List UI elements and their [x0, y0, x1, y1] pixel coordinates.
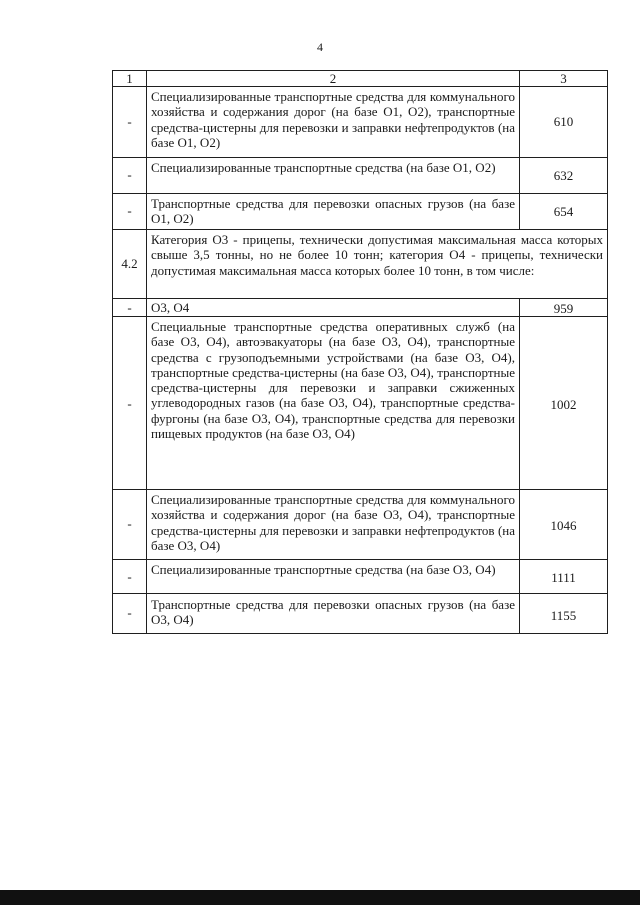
- row-description: Специализированные транспортные средства (на базе О3, О4): [151, 562, 496, 577]
- row-value: 654: [553, 204, 574, 219]
- table-row-divider: [112, 593, 608, 594]
- row-description: Специальные транспортные средства оперативных служб (на базе О3, О4), автоэвакуаторы (на базе О3, О4), транспортные средства с грузоподъемными устройствами (на базе О3, О4), транспортные средства-цистерны (на базе О3, О4), транспортные средства-цистерны для перевозки и заправки сжиженных углеводородных газов (на базе О3, О4), транспортные средства-фургоны (на базе О3, О4), транспортные средства для перевозки пищевых продуктов (на базе О3, О4): [151, 319, 515, 442]
- table-border-right: [607, 70, 608, 634]
- row-number: -: [127, 203, 132, 218]
- row-number: -: [127, 516, 132, 531]
- row-description: О3, О4: [151, 300, 190, 315]
- table-border-bottom: [112, 633, 608, 634]
- row-number: -: [127, 605, 132, 620]
- table-row-divider: [112, 193, 608, 194]
- row-value: 610: [553, 114, 574, 129]
- row-description: Специализированные транспортные средства для коммунального хозяйства и содержания дорог (на базе О1, О2), транспортные средства-цистерны для перевозки и заправки нефтепродуктов (на базе О1, О2): [151, 89, 515, 150]
- row-number: -: [127, 300, 132, 315]
- header-col-2: 2: [329, 71, 337, 86]
- row-description: Специализированные транспортные средства (на базе О1, О2): [151, 160, 496, 175]
- header-col-3: 3: [560, 71, 567, 86]
- scan-edge-bar: [0, 890, 640, 905]
- table-column-divider: [146, 70, 147, 634]
- row-value: 1155: [550, 608, 577, 623]
- row-number: -: [127, 167, 132, 182]
- row-value: 632: [553, 168, 574, 183]
- table-row-divider: [112, 229, 608, 230]
- table-row-divider: [112, 489, 608, 490]
- row-description: Категория О3 - прицепы, технически допустимая максимальная масса которых свыше 3,5 тонны, но не более 10 тонн; категория О4 - прицепы, технически допустимая максимальная масса которых более 10 тонн, в том числе:: [151, 232, 603, 278]
- row-number: -: [127, 569, 132, 584]
- row-number: 4.2: [121, 256, 138, 271]
- row-value: 1046: [550, 518, 577, 533]
- table-row-divider: [112, 157, 608, 158]
- header-col-1: 1: [126, 71, 133, 86]
- table-row-divider: [112, 559, 608, 560]
- row-description: Транспортные средства для перевозки опасных грузов (на базе О3, О4): [151, 597, 515, 628]
- page-number: 4: [317, 40, 323, 54]
- row-number: -: [127, 114, 132, 129]
- row-value: 1111: [551, 570, 576, 585]
- table-row-divider: [112, 298, 608, 299]
- row-value: 1002: [550, 397, 577, 412]
- row-description: Транспортные средства для перевозки опасных грузов (на базе О1, О2): [151, 196, 515, 227]
- table-border-left: [112, 70, 113, 634]
- row-description: Специализированные транспортные средства для коммунального хозяйства и содержания дорог (на базе О3, О4), транспортные средства-цистерны для перевозки и заправки нефтепродуктов (на базе О3, О4): [151, 492, 515, 553]
- row-value: 959: [553, 301, 574, 316]
- row-number: -: [127, 396, 132, 411]
